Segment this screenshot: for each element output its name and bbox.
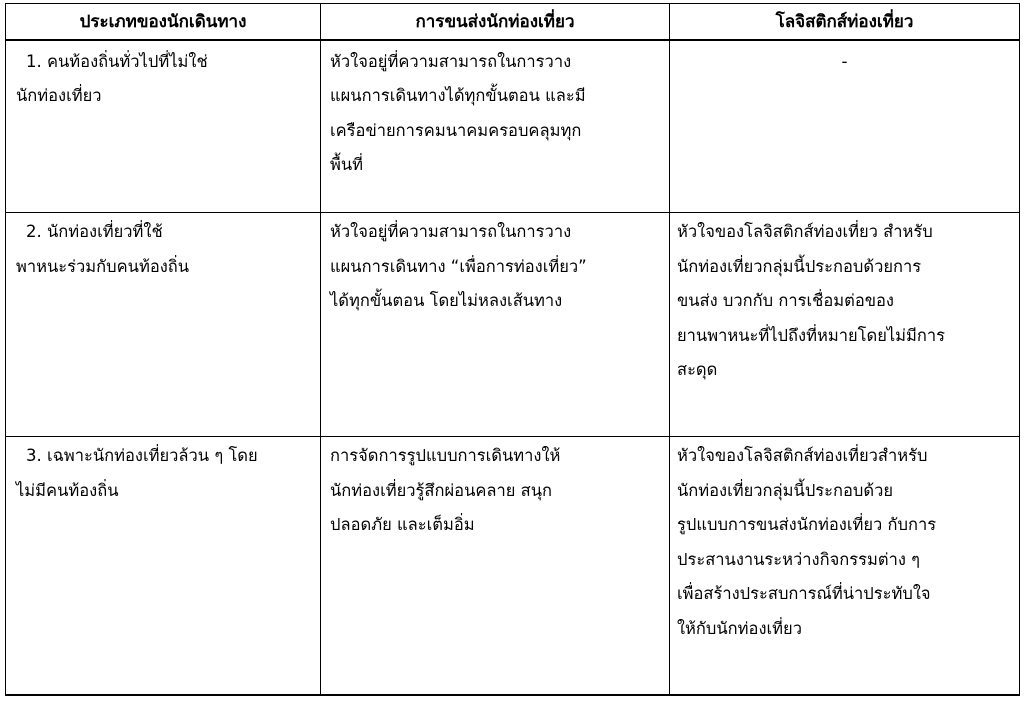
cell-line: 3. เฉพาะนักท่องเที่ยวล้วน ๆ โดย [26, 446, 258, 465]
logistics-cell [670, 437, 1020, 695]
logistics-cell [670, 213, 1020, 437]
cell-line: นักท่องเที่ยวกลุ่มนี้ประกอบด้วย [677, 480, 894, 500]
traveler-type-cell [6, 437, 321, 695]
cell-line: หัวใจอยู่ที่ความสามารถในการวาง [330, 51, 572, 71]
logistics-cell [670, 40, 1020, 213]
cell-line: หัวใจของโลจิสติกส์ท่องเที่ยว สำหรับ [677, 222, 933, 241]
cell-line: 1. คนท้องถิ่นทั่วไปที่ไม่ใช่ [26, 51, 208, 71]
header-tourism-logistics: โลจิสติกส์ท่องเที่ยว [670, 4, 1020, 40]
cell-line: นักท่องเที่ยวรู้สึกผ่อนคลาย สนุก [330, 480, 553, 500]
cell-line: แผนการเดินทาง “เพื่อการท่องเที่ยว” [330, 256, 587, 276]
cell-line: ขนส่ง บวกกับ การเชื่อมต่อของ [677, 291, 894, 310]
cell-line: การจัดการรูปแบบการเดินทางให้ [330, 446, 561, 465]
header-tourist-transport: การขนส่งนักท่องเที่ยว [321, 4, 670, 40]
traveler-logistics-table [5, 3, 1020, 696]
cell-line: ประสานงานระหว่างกิจกรรมต่าง ๆ [677, 549, 920, 569]
transport-cell [321, 437, 670, 695]
cell-line: รูปแบบการขนส่งนักท่องเที่ยว กับการ [677, 515, 937, 534]
table-row [6, 40, 1020, 213]
cell-line: ให้กับนักท่องเที่ยว [677, 618, 802, 638]
cell-line: ไม่มีคนท้องถิ่น [16, 480, 119, 500]
transport-cell [321, 213, 670, 437]
empty-dash: - [841, 51, 848, 71]
header-traveler-type: ประเภทของนักเดินทาง [6, 4, 321, 40]
cell-line: พื้นที่ [330, 155, 364, 174]
cell-line: ได้ทุกขั้นตอน โดยไม่หลงเส้นทาง [330, 291, 563, 310]
cell-line: หัวใจของโลจิสติกส์ท่องเที่ยวสำหรับ [677, 446, 928, 465]
transport-cell [321, 40, 670, 213]
cell-line: สะดุด [677, 360, 718, 379]
cell-line: นักท่องเที่ยวกลุ่มนี้ประกอบด้วยการ [677, 256, 922, 276]
cell-line: เครือข่ายการคมนาคมครอบคลุมทุก [330, 120, 582, 140]
cell-line: นักท่องเที่ยว [16, 86, 102, 105]
table-row [6, 213, 1020, 437]
traveler-type-cell [6, 213, 321, 437]
cell-line: แผนการเดินทางได้ทุกขั้นตอน และมี [330, 86, 586, 105]
header-row [6, 4, 1020, 40]
cell-line: ยานพาหนะที่ไปถึงที่หมายโดยไม่มีการ [677, 325, 946, 345]
cell-line: ปลอดภัย และเต็มอิ่ม [330, 515, 475, 534]
cell-line: พาหนะร่วมกับคนท้องถิ่น [16, 256, 190, 276]
traveler-type-cell [6, 40, 321, 213]
cell-line: 2. นักท่องเที่ยวที่ใช้ [26, 222, 163, 241]
table-row [6, 437, 1020, 695]
cell-line: เพื่อสร้างประสบการณ์ที่น่าประทับใจ [677, 584, 931, 603]
cell-line: หัวใจอยู่ที่ความสามารถในการวาง [330, 222, 572, 241]
